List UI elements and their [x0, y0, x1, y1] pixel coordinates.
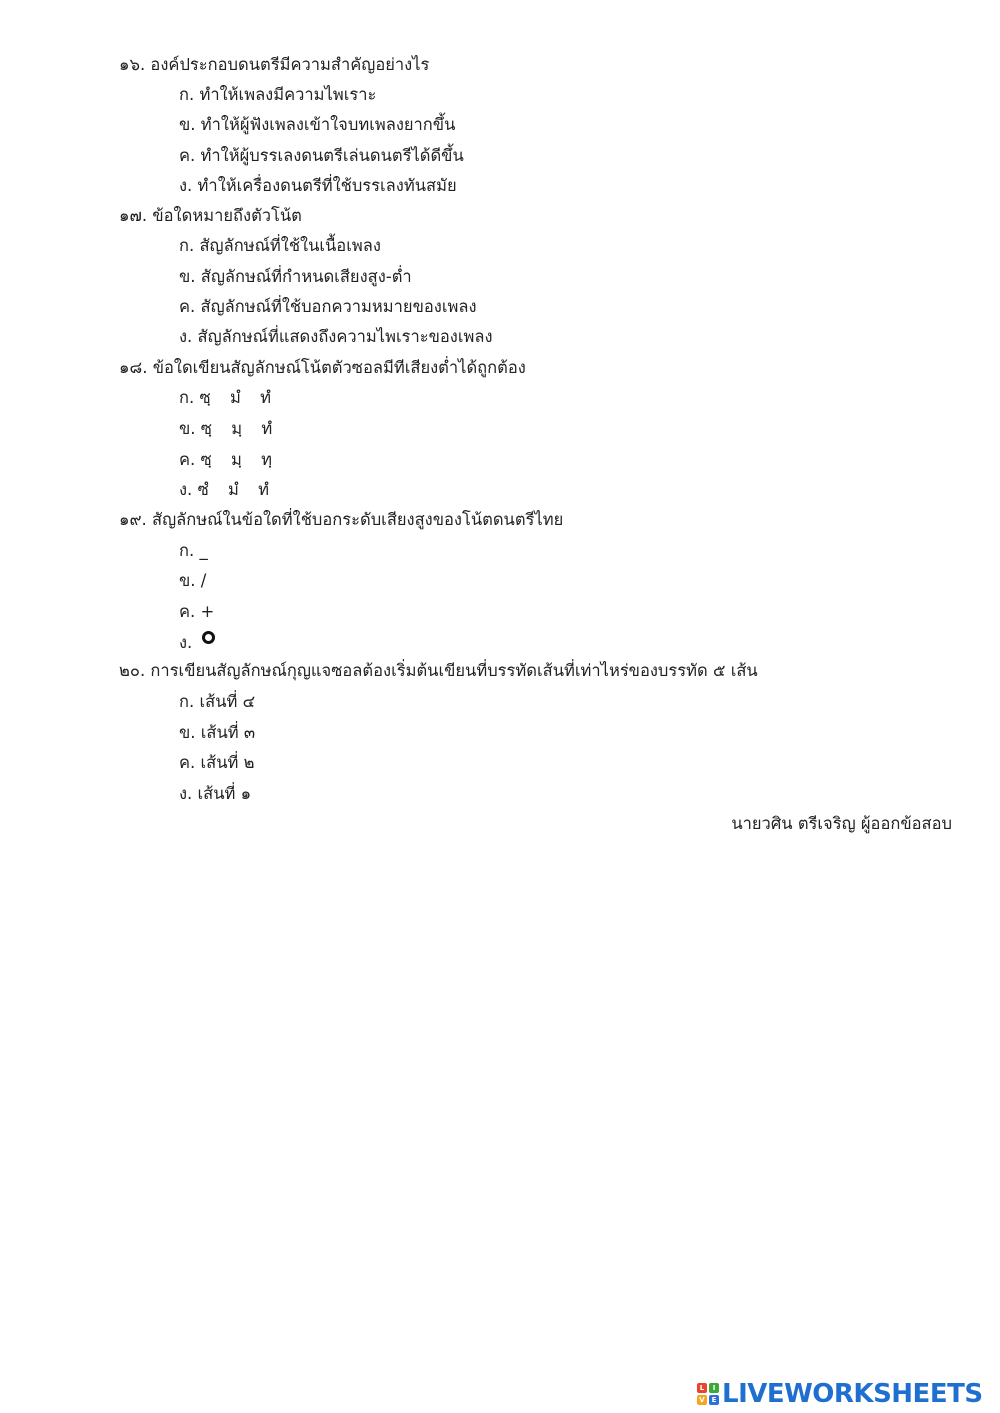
question-17: ๑๗. ข้อใดหมายถึงตัวโน้ต — [119, 206, 302, 225]
q16-option-d[interactable]: ง. ทำให้เครื่องดนตรีที่ใช้บรรเลงทันสมัย — [179, 176, 457, 195]
q20-option-a[interactable]: ก. เส้นที่ ๔ — [179, 692, 256, 711]
note-symbols: ซํ มํ ทํ — [197, 480, 277, 499]
q19-option-b[interactable] — [179, 570, 206, 592]
q16-option-c[interactable]: ค. ทำให้ผู้บรรเลงดนตรีเล่นดนตรีได้ดีขึ้น — [179, 146, 464, 165]
logo-tile: L — [697, 1383, 707, 1393]
q17-option-c[interactable]: ค. สัญลักษณ์ที่ใช้บอกความหมายของเพลง — [179, 297, 477, 316]
q18-option-b[interactable] — [179, 418, 279, 440]
slash-symbol: / — [200, 571, 207, 590]
q17-option-b[interactable]: ข. สัญลักษณ์ที่กำหนดเสียงสูง-ต่ำ — [179, 267, 412, 286]
question-19: ๑๙. สัญลักษณ์ในข้อใดที่ใช้บอกระดับเสียงสูงของโน้ตดนตรีไทย — [119, 510, 564, 529]
option-label: ค. — [179, 602, 196, 621]
liveworksheets-logo[interactable] — [697, 1378, 983, 1410]
q16-option-a[interactable]: ก. ทำให้เพลงมีความไพเราะ — [179, 85, 377, 104]
q20-option-d[interactable]: ง. เส้นที่ ๑ — [179, 784, 252, 803]
note-symbols: ซฺ มฺ ทฺ — [200, 450, 279, 469]
plus-symbol: + — [200, 602, 215, 621]
q20-option-b[interactable]: ข. เส้นที่ ๓ — [179, 723, 256, 742]
brand-mark-icon — [697, 1383, 719, 1405]
q19-option-c[interactable] — [179, 601, 214, 623]
question-18: ๑๘. ข้อใดเขียนสัญลักษณ์โน้ตตัวซอลมีทีเสียงต่ำได้ถูกต้อง — [119, 358, 526, 377]
option-label: ง. — [179, 633, 193, 652]
q18-option-d[interactable] — [179, 479, 276, 501]
q20-option-c[interactable]: ค. เส้นที่ ๒ — [179, 753, 255, 772]
question-20: ๒๐. การเขียนสัญลักษณ์กุญแจซอลต้องเริ่มต้นเขียนที่บรรทัดเส้นที่เท่าไหร่ของบรรทัด ๕ เส้น — [119, 661, 758, 680]
q18-option-a[interactable] — [179, 387, 278, 409]
underscore-symbol: _ — [199, 541, 208, 560]
q18-option-c[interactable] — [179, 449, 279, 471]
logo-tile: E — [709, 1395, 719, 1405]
q17-option-d[interactable]: ง. สัญลักษณ์ที่แสดงถึงความไพเราะของเพลง — [179, 327, 493, 346]
brand-name — [722, 1378, 983, 1410]
q19-option-d[interactable] — [179, 631, 215, 654]
brand-name-part2: WORKSHEETS — [784, 1379, 983, 1409]
q16-option-b[interactable]: ข. ทำให้ผู้ฟังเพลงเข้าใจบทเพลงยากขึ้น — [179, 115, 456, 134]
brand-name-part1: LIVE — [722, 1379, 785, 1409]
exam-author-signature: นายวศิน ตรีเจริญ ผู้ออกข้อสอบ — [731, 814, 952, 833]
option-label: ข. — [179, 571, 196, 590]
option-label: ข. — [179, 419, 196, 438]
logo-tile: V — [697, 1395, 707, 1405]
q19-option-a[interactable] — [179, 540, 208, 562]
question-16: ๑๖. องค์ประกอบดนตรีมีความสำคัญอย่างไร — [119, 55, 430, 74]
option-label: ก. — [179, 541, 195, 560]
note-symbols: ซฺ มํ ทํ — [199, 388, 278, 407]
q17-option-a[interactable]: ก. สัญลักษณ์ที่ใช้ในเนื้อเพลง — [179, 236, 381, 255]
logo-tile: I — [709, 1383, 719, 1393]
option-label: ก. — [179, 388, 195, 407]
option-label: ค. — [179, 450, 196, 469]
filled-ring-icon — [202, 631, 215, 644]
option-label: ง. — [179, 480, 193, 499]
note-symbols: ซฺ มฺ ทํ — [200, 419, 280, 438]
